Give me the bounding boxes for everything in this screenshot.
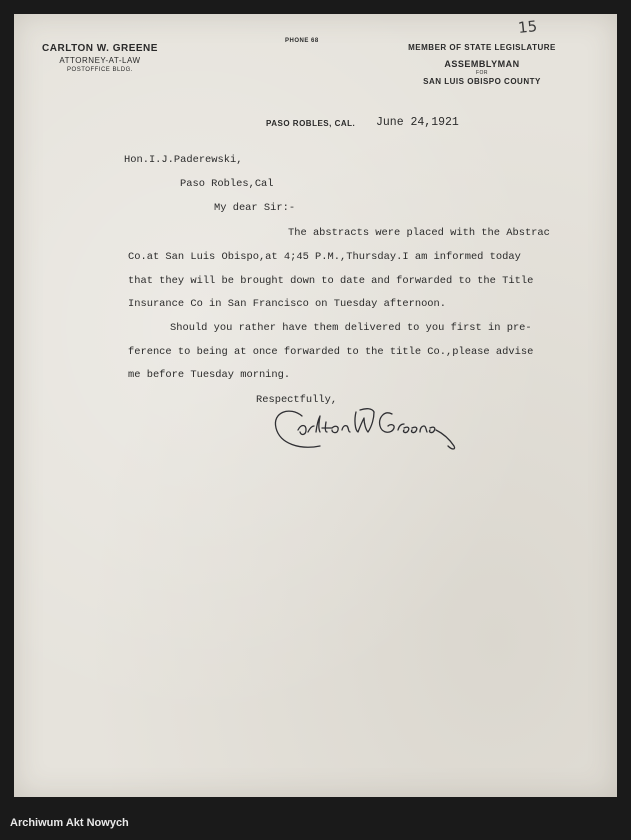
body-line: that they will be brought down to date and forwarded to the Title [128,275,534,287]
body-line: The abstracts were placed with the Abstrac [288,227,550,239]
body-line: Co.at San Luis Obispo,at 4;45 P.M.,Thursday.I am informed today [128,251,521,263]
recipient-name: Hon.I.J.Paderewski, [124,154,243,166]
letterhead-left [40,43,160,73]
letterhead-member: MEMBER OF STATE LEGISLATURE [408,43,556,52]
letterhead-address: POSTOFFICE BLDG. [67,67,133,73]
letterhead-phone: PHONE 68 [285,38,319,44]
letter-place: PASO ROBLES, CAL. [266,119,356,128]
letterhead-right [398,43,566,86]
salutation: My dear Sir:- [214,202,296,214]
body-line: ference to being at once forwarded to the title Co.,please advise [128,346,534,358]
archive-footer: Archiwum Akt Nowych [10,817,129,829]
letterhead-county: SAN LUIS OBISPO COUNTY [423,77,541,86]
handwritten-signature [250,402,470,452]
letterhead-office: ASSEMBLYMAN [444,59,520,69]
letter-date: June 24,1921 [376,116,459,129]
letterhead-for: FOR [475,70,489,76]
body-line: me before Tuesday morning. [128,369,291,381]
letterhead-title: ATTORNEY-AT-LAW [59,56,141,65]
letterhead-name: CARLTON W. GREENE [42,43,158,54]
body-line: Insurance Co in San Francisco on Tuesday afternoon. [128,298,447,310]
recipient-city: Paso Robles,Cal [180,178,274,190]
archive-number: 15 [517,17,538,37]
body-line: Should you rather have them delivered to you first in pre- [170,322,532,334]
closing: Respectfully, [256,394,338,406]
